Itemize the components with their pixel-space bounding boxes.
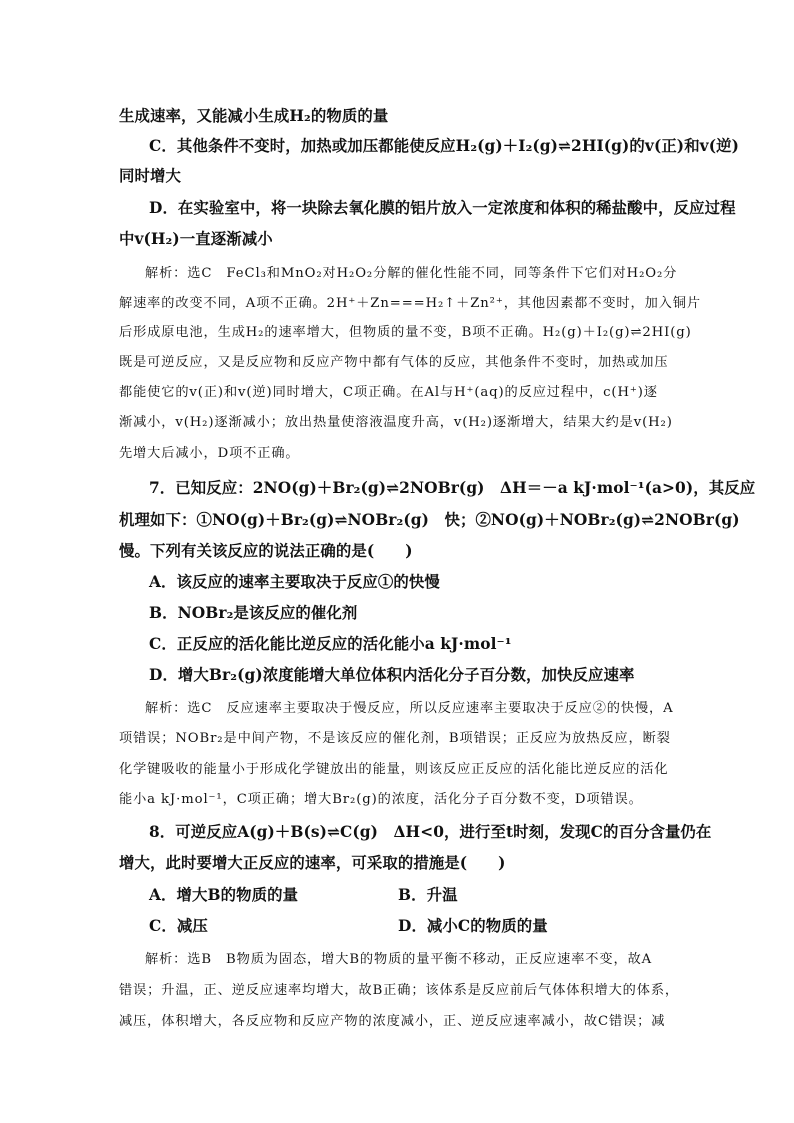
q6-analysis-line-3: 后形成原电池，生成H₂的速率增大，但物质的量不变，B项不正确。H₂(g)＋I₂(g)⇌2HI(g) [119, 325, 692, 340]
q8-stem-line-1: 8．可逆反应A(g)＋B(s)⇌C(g) ΔH<0，进行至t时刻，发现C的百分含量仍在 [149, 823, 712, 841]
q6-analysis-line-1: 解析：选C FeCl₃和MnO₂对H₂O₂分解的催化性能不同，同等条件下它们对H₂O₂分 [145, 266, 678, 281]
q7-option-b: B．NOBr₂是该反应的催化剂 [149, 604, 358, 622]
q8-option-d: D．减小C的物质的量 [398, 917, 548, 935]
q7-analysis-line-2: 项错误；NOBr₂是中间产物，不是该反应的催化剂，B项错误；正反应为放热反应，断裂 [119, 731, 671, 746]
q7-option-a: A．该反应的速率主要取决于反应①的快慢 [149, 573, 440, 591]
q6-option-d-continuation: 中v(H₂)一直逐渐减小 [119, 230, 273, 248]
q6-analysis-line-4: 既是可逆反应，又是反应物和反应产物中都有气体的反应，其他条件不变时，加热或加压 [119, 355, 669, 370]
q7-analysis-line-3: 化学键吸收的能量小于形成化学键放出的能量，则该反应正反应的活化能比逆反应的活化 [119, 762, 669, 777]
q6-option-c: C．其他条件不变时，加热或加压都能使反应H₂(g)＋I₂(g)⇌2HI(g)的v(正)和v(逆) [149, 137, 739, 155]
q7-stem-line-3: 慢。下列有关该反应的说法正确的是( ) [119, 542, 413, 560]
q6-analysis-line-2: 解速率的改变不同，A项不正确。2H⁺＋Zn===H₂↑＋Zn²⁺，其他因素都不变时，加入铜片 [119, 296, 701, 311]
q8-option-a: A．增大B的物质的量 [149, 886, 299, 904]
q8-option-b: B．升温 [398, 886, 458, 904]
q6-analysis-line-6: 渐减小，v(H₂)逐渐减小；放出热量使溶液温度升高，v(H₂)逐渐增大，结果大约是v(H₂) [119, 415, 673, 430]
q8-analysis-line-3: 减压，体积增大，各反应物和反应产物的浓度减小，正、逆反应速率减小，故C错误；减 [119, 1014, 666, 1029]
q7-stem-line-1: 7．已知反应：2NO(g)＋Br₂(g)⇌2NOBr(g) ΔH＝－a kJ·mol⁻¹(a>0)，其反应 [149, 479, 756, 497]
q6-option-c-continuation: 同时增大 [119, 167, 181, 185]
q8-stem-line-2: 增大，此时要增大正反应的速率，可采取的措施是( ) [119, 854, 506, 872]
q7-stem-line-2: 机理如下：①NO(g)＋Br₂(g)⇌NOBr₂(g) 快；②NO(g)＋NOBr₂(g)⇌2NOBr(g) [119, 511, 740, 529]
q8-analysis-line-1: 解析：选B B物质为固态，增大B的物质的量平衡不移动，正反应速率不变，故A [145, 952, 653, 967]
q7-analysis-line-1: 解析：选C 反应速率主要取决于慢反应，所以反应速率主要取决于反应②的快慢，A [145, 701, 674, 716]
q6-option-d: D．在实验室中，将一块除去氧化膜的铝片放入一定浓度和体积的稀盐酸中，反应过程 [149, 199, 736, 217]
q7-analysis-line-4: 能小a kJ·mol⁻¹，C项正确；增大Br₂(g)的浓度，活化分子百分数不变，D项错误。 [119, 792, 643, 807]
q6-option-b-continuation: 生成速率，又能减小生成H₂的物质的量 [119, 107, 389, 125]
q8-analysis-line-2: 错误；升温，正、逆反应速率均增大，故B正确；该体系是反应前后气体体积增大的体系， [119, 983, 679, 998]
q6-analysis-line-7: 先增大后减小，D项不正确。 [119, 446, 300, 461]
q8-option-c: C．减压 [149, 917, 208, 935]
q7-option-c: C．正反应的活化能比逆反应的活化能小a kJ·mol⁻¹ [149, 635, 512, 653]
q7-option-d: D．增大Br₂(g)浓度能增大单位体积内活化分子百分数，加快反应速率 [149, 666, 635, 684]
q6-analysis-line-5: 都能使它的v(正)和v(逆)同时增大，C项正确。在Al与H⁺(aq)的反应过程中，c(H⁺)逐 [119, 385, 658, 400]
